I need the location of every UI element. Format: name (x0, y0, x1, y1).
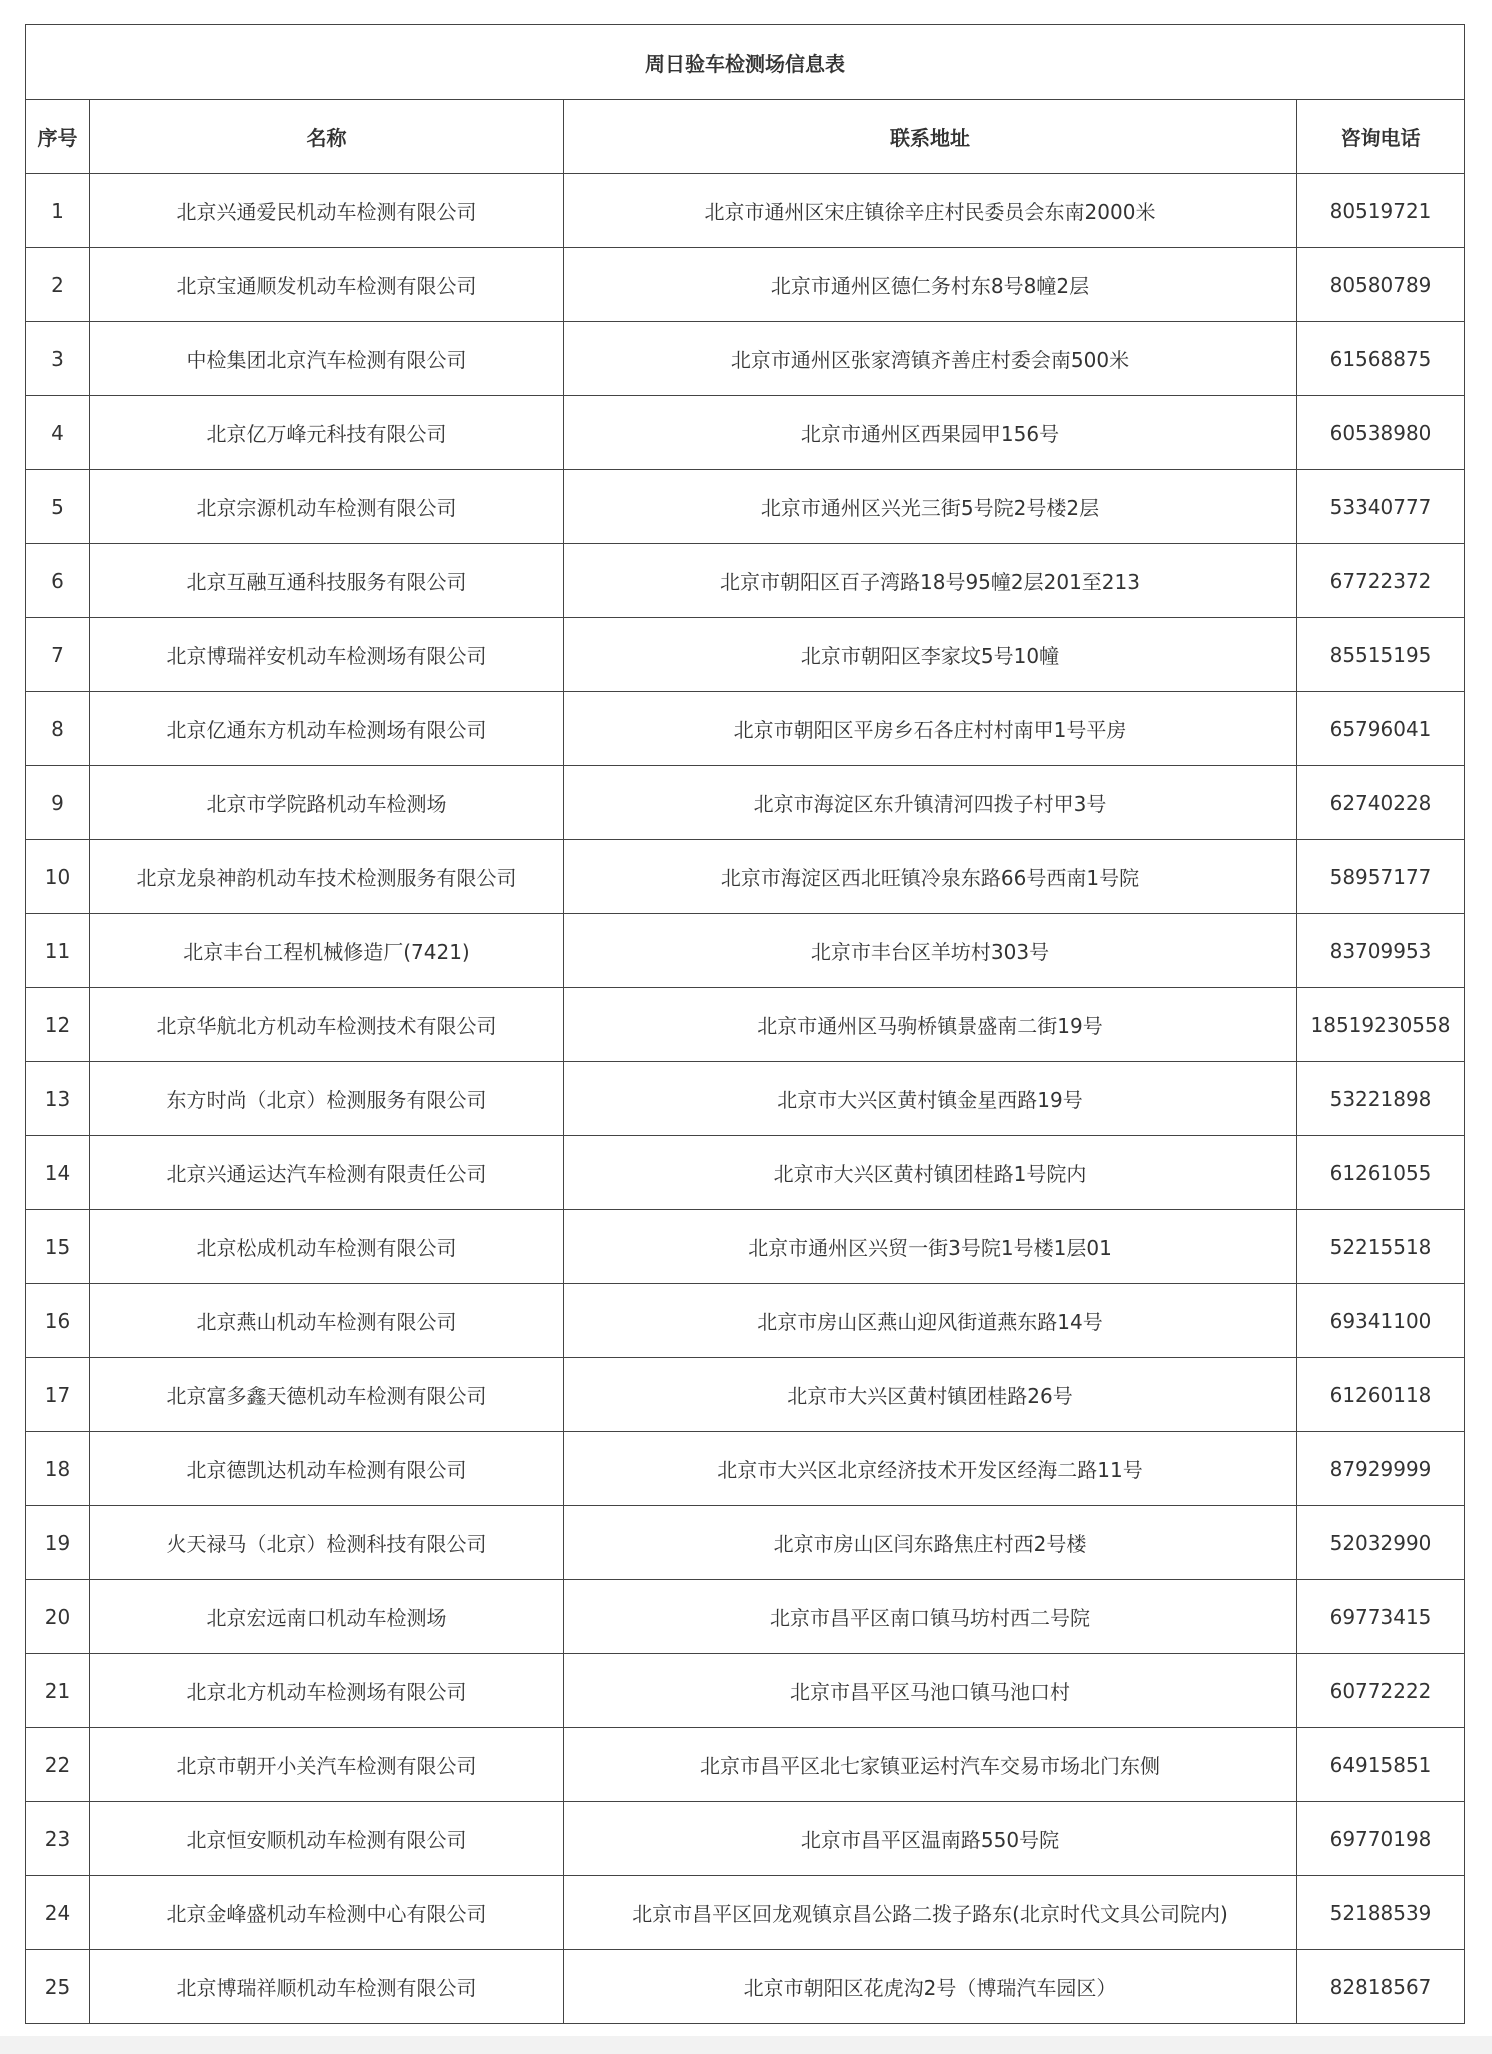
row-number: 11 (26, 914, 90, 988)
station-address: 北京市大兴区北京经济技术开发区经海二路11号 (564, 1432, 1297, 1506)
station-phone: 85515195 (1297, 618, 1465, 692)
station-address: 北京市海淀区东升镇清河四拨子村甲3号 (564, 766, 1297, 840)
station-address: 北京市通州区兴贸一街3号院1号楼1层01 (564, 1210, 1297, 1284)
row-number: 21 (26, 1654, 90, 1728)
table-row (26, 322, 1465, 396)
station-name: 北京龙泉神韵机动车技术检测服务有限公司 (90, 840, 564, 914)
station-phone: 69770198 (1297, 1802, 1465, 1876)
station-name: 北京亿万峰元科技有限公司 (90, 396, 564, 470)
table-row (26, 840, 1465, 914)
station-name: 北京亿通东方机动车检测场有限公司 (90, 692, 564, 766)
station-address: 北京市通州区德仁务村东8号8幢2层 (564, 248, 1297, 322)
table-row (26, 988, 1465, 1062)
header-name: 名称 (90, 100, 564, 174)
table-row (26, 1432, 1465, 1506)
station-address: 北京市昌平区马池口镇马池口村 (564, 1654, 1297, 1728)
station-address: 北京市通州区张家湾镇齐善庄村委会南500米 (564, 322, 1297, 396)
station-address: 北京市通州区兴光三街5号院2号楼2层 (564, 470, 1297, 544)
table-row (26, 470, 1465, 544)
station-phone: 64915851 (1297, 1728, 1465, 1802)
row-number: 9 (26, 766, 90, 840)
row-number: 3 (26, 322, 90, 396)
table-body (26, 174, 1465, 2024)
row-number: 17 (26, 1358, 90, 1432)
station-phone: 53340777 (1297, 470, 1465, 544)
station-address: 北京市通州区西果园甲156号 (564, 396, 1297, 470)
station-phone: 83709953 (1297, 914, 1465, 988)
station-phone: 69773415 (1297, 1580, 1465, 1654)
station-phone: 61260118 (1297, 1358, 1465, 1432)
table-row (26, 1802, 1465, 1876)
inspection-stations-table (25, 24, 1465, 2024)
station-name: 北京市朝开小关汽车检测有限公司 (90, 1728, 564, 1802)
table-title-row (26, 25, 1465, 100)
station-address: 北京市朝阳区花虎沟2号（博瑞汽车园区） (564, 1950, 1297, 2024)
table-row (26, 396, 1465, 470)
station-name: 火天禄马（北京）检测科技有限公司 (90, 1506, 564, 1580)
station-phone: 62740228 (1297, 766, 1465, 840)
station-address: 北京市海淀区西北旺镇冷泉东路66号西南1号院 (564, 840, 1297, 914)
station-name: 北京宝通顺发机动车检测有限公司 (90, 248, 564, 322)
station-address: 北京市通州区马驹桥镇景盛南二街19号 (564, 988, 1297, 1062)
station-phone: 18519230558 (1297, 988, 1465, 1062)
station-phone: 82818567 (1297, 1950, 1465, 2024)
station-name: 北京兴通爱民机动车检测有限公司 (90, 174, 564, 248)
row-number: 22 (26, 1728, 90, 1802)
row-number: 6 (26, 544, 90, 618)
row-number: 1 (26, 174, 90, 248)
station-name: 东方时尚（北京）检测服务有限公司 (90, 1062, 564, 1136)
table-row (26, 544, 1465, 618)
table-row (26, 692, 1465, 766)
table-row (26, 1284, 1465, 1358)
station-address: 北京市朝阳区平房乡石各庄村村南甲1号平房 (564, 692, 1297, 766)
table-row (26, 1062, 1465, 1136)
station-name: 北京互融互通科技服务有限公司 (90, 544, 564, 618)
station-phone: 87929999 (1297, 1432, 1465, 1506)
row-number: 5 (26, 470, 90, 544)
station-name: 北京博瑞祥安机动车检测场有限公司 (90, 618, 564, 692)
station-name: 北京宗源机动车检测有限公司 (90, 470, 564, 544)
station-phone: 53221898 (1297, 1062, 1465, 1136)
table-row (26, 1506, 1465, 1580)
station-name: 北京博瑞祥顺机动车检测有限公司 (90, 1950, 564, 2024)
station-phone: 61261055 (1297, 1136, 1465, 1210)
station-name: 北京宏远南口机动车检测场 (90, 1580, 564, 1654)
table-row (26, 618, 1465, 692)
header-phone: 咨询电话 (1297, 100, 1465, 174)
row-number: 20 (26, 1580, 90, 1654)
station-phone: 60538980 (1297, 396, 1465, 470)
row-number: 19 (26, 1506, 90, 1580)
table-title: 周日验车检测场信息表 (26, 25, 1465, 100)
station-name: 北京德凯达机动车检测有限公司 (90, 1432, 564, 1506)
row-number: 4 (26, 396, 90, 470)
station-phone: 60772222 (1297, 1654, 1465, 1728)
station-address: 北京市房山区闫东路焦庄村西2号楼 (564, 1506, 1297, 1580)
row-number: 13 (26, 1062, 90, 1136)
station-phone: 58957177 (1297, 840, 1465, 914)
station-name: 北京兴通运达汽车检测有限责任公司 (90, 1136, 564, 1210)
station-phone: 65796041 (1297, 692, 1465, 766)
table-row (26, 1876, 1465, 1950)
row-number: 2 (26, 248, 90, 322)
info-table-sheet (25, 24, 1464, 2024)
header-no: 序号 (26, 100, 90, 174)
station-name: 北京燕山机动车检测有限公司 (90, 1284, 564, 1358)
station-name: 北京华航北方机动车检测技术有限公司 (90, 988, 564, 1062)
station-address: 北京市朝阳区李家坟5号10幢 (564, 618, 1297, 692)
header-address: 联系地址 (564, 100, 1297, 174)
table-row (26, 174, 1465, 248)
station-address: 北京市大兴区黄村镇团桂路26号 (564, 1358, 1297, 1432)
table-row (26, 1950, 1465, 2024)
table-row (26, 1654, 1465, 1728)
bottom-strip (0, 2036, 1492, 2054)
station-address: 北京市朝阳区百子湾路18号95幢2层201至213 (564, 544, 1297, 618)
row-number: 14 (26, 1136, 90, 1210)
station-address: 北京市丰台区羊坊村303号 (564, 914, 1297, 988)
row-number: 15 (26, 1210, 90, 1284)
station-name: 中检集团北京汽车检测有限公司 (90, 322, 564, 396)
station-name: 北京松成机动车检测有限公司 (90, 1210, 564, 1284)
table-row (26, 766, 1465, 840)
station-address: 北京市大兴区黄村镇团桂路1号院内 (564, 1136, 1297, 1210)
station-address: 北京市通州区宋庄镇徐辛庄村民委员会东南2000米 (564, 174, 1297, 248)
table-row (26, 248, 1465, 322)
station-phone: 61568875 (1297, 322, 1465, 396)
station-phone: 80580789 (1297, 248, 1465, 322)
table-row (26, 914, 1465, 988)
table-row (26, 1210, 1465, 1284)
row-number: 12 (26, 988, 90, 1062)
row-number: 23 (26, 1802, 90, 1876)
table-row (26, 1136, 1465, 1210)
table-row (26, 1580, 1465, 1654)
row-number: 16 (26, 1284, 90, 1358)
station-address: 北京市房山区燕山迎风街道燕东路14号 (564, 1284, 1297, 1358)
station-name: 北京恒安顺机动车检测有限公司 (90, 1802, 564, 1876)
row-number: 10 (26, 840, 90, 914)
station-name: 北京富多鑫天德机动车检测有限公司 (90, 1358, 564, 1432)
station-address: 北京市昌平区温南路550号院 (564, 1802, 1297, 1876)
station-name: 北京金峰盛机动车检测中心有限公司 (90, 1876, 564, 1950)
row-number: 18 (26, 1432, 90, 1506)
station-name: 北京北方机动车检测场有限公司 (90, 1654, 564, 1728)
table-row (26, 1358, 1465, 1432)
station-phone: 52032990 (1297, 1506, 1465, 1580)
row-number: 25 (26, 1950, 90, 2024)
table-header-row (26, 100, 1465, 174)
row-number: 7 (26, 618, 90, 692)
station-name: 北京市学院路机动车检测场 (90, 766, 564, 840)
row-number: 8 (26, 692, 90, 766)
station-address: 北京市昌平区北七家镇亚运村汽车交易市场北门东侧 (564, 1728, 1297, 1802)
station-address: 北京市大兴区黄村镇金星西路19号 (564, 1062, 1297, 1136)
station-phone: 80519721 (1297, 174, 1465, 248)
table-row (26, 1728, 1465, 1802)
station-address: 北京市昌平区回龙观镇京昌公路二拨子路东(北京时代文具公司院内) (564, 1876, 1297, 1950)
station-phone: 52215518 (1297, 1210, 1465, 1284)
station-phone: 67722372 (1297, 544, 1465, 618)
station-phone: 69341100 (1297, 1284, 1465, 1358)
station-address: 北京市昌平区南口镇马坊村西二号院 (564, 1580, 1297, 1654)
station-phone: 52188539 (1297, 1876, 1465, 1950)
row-number: 24 (26, 1876, 90, 1950)
station-name: 北京丰台工程机械修造厂(7421) (90, 914, 564, 988)
